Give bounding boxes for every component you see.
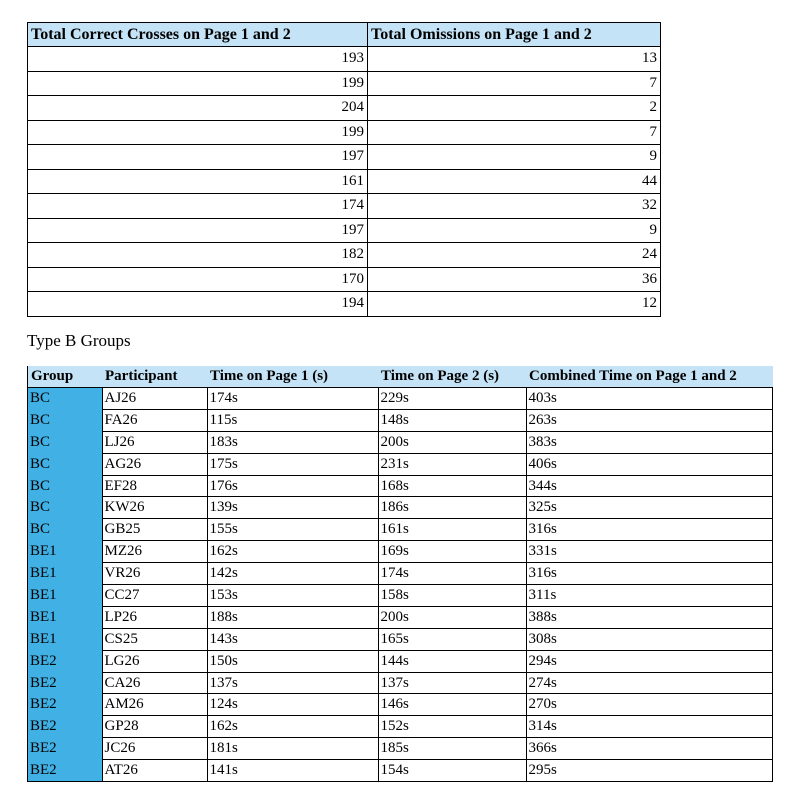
participant-row: [28, 716, 773, 738]
totals-row: [28, 120, 661, 145]
participant-cell: LG26: [102, 650, 207, 672]
omissions-cell: 13: [368, 47, 661, 72]
header-participant: Participant: [102, 366, 207, 388]
time-page1-cell: 137s: [207, 672, 378, 694]
participant-row: [28, 606, 773, 628]
totals-row: [28, 71, 661, 96]
combined-time-cell: 308s: [526, 628, 773, 650]
combined-time-cell: 316s: [526, 519, 773, 541]
type-b-groups-table: [27, 366, 773, 782]
time-page1-cell: 150s: [207, 650, 378, 672]
header-group: Group: [28, 366, 103, 388]
group-cell: BE1: [28, 541, 103, 563]
time-page2-cell: 185s: [378, 738, 526, 760]
time-page1-cell: 143s: [207, 628, 378, 650]
correct-crosses-cell: 193: [28, 47, 368, 72]
omissions-cell: 9: [368, 145, 661, 170]
omissions-cell: 36: [368, 267, 661, 292]
time-page2-cell: 137s: [378, 672, 526, 694]
header-time-page1: Time on Page 1 (s): [207, 366, 378, 388]
omissions-cell: 2: [368, 96, 661, 121]
totals-row: [28, 96, 661, 121]
group-cell: BE1: [28, 628, 103, 650]
participant-row: [28, 431, 773, 453]
group-cell: BE2: [28, 694, 103, 716]
time-page2-cell: 158s: [378, 585, 526, 607]
participant-row: [28, 388, 773, 410]
time-page1-cell: 174s: [207, 388, 378, 410]
totals-header-row: [28, 23, 661, 47]
combined-time-cell: 406s: [526, 453, 773, 475]
participant-row: [28, 453, 773, 475]
time-page1-cell: 155s: [207, 519, 378, 541]
participant-cell: AM26: [102, 694, 207, 716]
time-page2-cell: 146s: [378, 694, 526, 716]
combined-time-cell: 295s: [526, 760, 773, 782]
group-cell: BE2: [28, 672, 103, 694]
time-page1-cell: 181s: [207, 738, 378, 760]
participant-row: [28, 563, 773, 585]
combined-time-cell: 316s: [526, 563, 773, 585]
totals-row: [28, 267, 661, 292]
totals-row: [28, 194, 661, 219]
time-page2-cell: 200s: [378, 606, 526, 628]
totals-row: [28, 169, 661, 194]
omissions-cell: 44: [368, 169, 661, 194]
combined-time-cell: 366s: [526, 738, 773, 760]
time-page2-cell: 200s: [378, 431, 526, 453]
participant-row: [28, 628, 773, 650]
group-cell: BE2: [28, 738, 103, 760]
time-page1-cell: 124s: [207, 694, 378, 716]
totals-table: [27, 22, 661, 317]
participant-cell: LP26: [102, 606, 207, 628]
correct-crosses-cell: 199: [28, 71, 368, 96]
correct-crosses-cell: 161: [28, 169, 368, 194]
correct-crosses-cell: 170: [28, 267, 368, 292]
combined-time-cell: 270s: [526, 694, 773, 716]
combined-time-cell: 311s: [526, 585, 773, 607]
time-page2-cell: 154s: [378, 760, 526, 782]
group-cell: BC: [28, 519, 103, 541]
time-page1-cell: 139s: [207, 497, 378, 519]
participant-cell: FA26: [102, 409, 207, 431]
totals-row: [28, 292, 661, 317]
time-page2-cell: 168s: [378, 475, 526, 497]
time-page2-cell: 169s: [378, 541, 526, 563]
participant-row: [28, 409, 773, 431]
participant-cell: AT26: [102, 760, 207, 782]
time-page1-cell: 176s: [207, 475, 378, 497]
participant-cell: VR26: [102, 563, 207, 585]
participant-cell: EF28: [102, 475, 207, 497]
section-caption: Type B Groups: [27, 331, 131, 350]
group-cell: BE2: [28, 760, 103, 782]
combined-time-cell: 325s: [526, 497, 773, 519]
group-cell: BE1: [28, 563, 103, 585]
time-page2-cell: 165s: [378, 628, 526, 650]
totals-row: [28, 218, 661, 243]
header-omissions: Total Omissions on Page 1 and 2: [368, 23, 661, 47]
time-page1-cell: 188s: [207, 606, 378, 628]
group-cell: BE1: [28, 585, 103, 607]
time-page1-cell: 153s: [207, 585, 378, 607]
correct-crosses-cell: 204: [28, 96, 368, 121]
totals-row: [28, 47, 661, 72]
participant-cell: MZ26: [102, 541, 207, 563]
omissions-cell: 12: [368, 292, 661, 317]
participant-row: [28, 694, 773, 716]
time-page1-cell: 115s: [207, 409, 378, 431]
correct-crosses-cell: 197: [28, 218, 368, 243]
combined-time-cell: 274s: [526, 672, 773, 694]
correct-crosses-cell: 182: [28, 243, 368, 268]
time-page2-cell: 161s: [378, 519, 526, 541]
group-cell: BE2: [28, 650, 103, 672]
participant-cell: LJ26: [102, 431, 207, 453]
participant-cell: CS25: [102, 628, 207, 650]
group-cell: BC: [28, 475, 103, 497]
group-cell: BC: [28, 453, 103, 475]
group-cell: BE2: [28, 716, 103, 738]
participant-row: [28, 760, 773, 782]
participant-cell: CA26: [102, 672, 207, 694]
group-cell: BC: [28, 431, 103, 453]
correct-crosses-cell: 197: [28, 145, 368, 170]
participant-row: [28, 519, 773, 541]
group-cell: BC: [28, 409, 103, 431]
participant-cell: KW26: [102, 497, 207, 519]
correct-crosses-cell: 199: [28, 120, 368, 145]
combined-time-cell: 314s: [526, 716, 773, 738]
combined-time-cell: 331s: [526, 541, 773, 563]
group-cell: BC: [28, 497, 103, 519]
participant-row: [28, 497, 773, 519]
omissions-cell: 7: [368, 120, 661, 145]
participant-row: [28, 541, 773, 563]
header-combined-time: Combined Time on Page 1 and 2: [526, 366, 773, 388]
time-page2-cell: 229s: [378, 388, 526, 410]
combined-time-cell: 388s: [526, 606, 773, 628]
correct-crosses-cell: 174: [28, 194, 368, 219]
group-cell: BC: [28, 388, 103, 410]
combined-time-cell: 344s: [526, 475, 773, 497]
totals-row: [28, 243, 661, 268]
participant-cell: GP28: [102, 716, 207, 738]
time-page2-cell: 186s: [378, 497, 526, 519]
header-correct-crosses: Total Correct Crosses on Page 1 and 2: [28, 23, 368, 47]
time-page1-cell: 162s: [207, 716, 378, 738]
participant-row: [28, 475, 773, 497]
combined-time-cell: 383s: [526, 431, 773, 453]
time-page1-cell: 142s: [207, 563, 378, 585]
participant-cell: AG26: [102, 453, 207, 475]
participant-row: [28, 585, 773, 607]
omissions-cell: 9: [368, 218, 661, 243]
header-time-page2: Time on Page 2 (s): [378, 366, 526, 388]
time-page2-cell: 148s: [378, 409, 526, 431]
totals-row: [28, 145, 661, 170]
omissions-cell: 32: [368, 194, 661, 219]
participant-cell: JC26: [102, 738, 207, 760]
participant-row: [28, 650, 773, 672]
combined-time-cell: 294s: [526, 650, 773, 672]
omissions-cell: 24: [368, 243, 661, 268]
combined-time-cell: 263s: [526, 409, 773, 431]
group-cell: BE1: [28, 606, 103, 628]
participant-cell: GB25: [102, 519, 207, 541]
participant-row: [28, 738, 773, 760]
time-page1-cell: 175s: [207, 453, 378, 475]
participant-cell: CC27: [102, 585, 207, 607]
time-page2-cell: 152s: [378, 716, 526, 738]
time-page2-cell: 174s: [378, 563, 526, 585]
correct-crosses-cell: 194: [28, 292, 368, 317]
participant-row: [28, 672, 773, 694]
time-page2-cell: 144s: [378, 650, 526, 672]
combined-time-cell: 403s: [526, 388, 773, 410]
groups-header-row: [28, 366, 773, 388]
time-page1-cell: 141s: [207, 760, 378, 782]
time-page2-cell: 231s: [378, 453, 526, 475]
time-page1-cell: 162s: [207, 541, 378, 563]
participant-cell: AJ26: [102, 388, 207, 410]
time-page1-cell: 183s: [207, 431, 378, 453]
omissions-cell: 7: [368, 71, 661, 96]
